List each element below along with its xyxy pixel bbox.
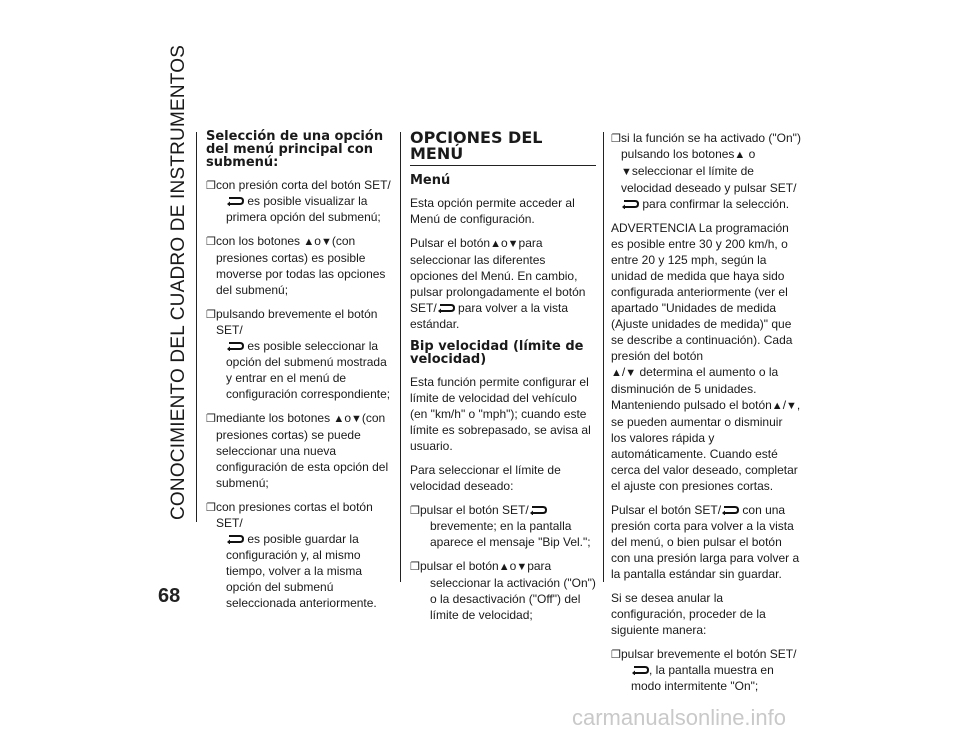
paragraph: Pulsar el botón▲o▼para seleccionar las diferentes opciones del Menú. En cambio, pulsar prolongadamente el botón SET/ para volver a la vista estándar. <box>410 236 586 331</box>
up-arrow-icon: ▲ <box>303 236 315 248</box>
down-arrow-icon: ▼ <box>786 400 797 412</box>
return-arrow-icon <box>721 505 739 515</box>
watermark: carmanualsonline.info <box>572 705 787 730</box>
page-number: 68 <box>158 585 181 607</box>
list-item: ❐ pulsar el botón SET/ brevemente; en la pantalla aparece el mensaje "Bip Vel."; <box>410 503 591 549</box>
up-arrow-icon: ▲ <box>498 561 510 573</box>
column-3 <box>611 130 801 702</box>
return-arrow-icon <box>226 534 244 544</box>
down-arrow-icon: ▼ <box>621 166 632 178</box>
up-arrow-icon: ▲ <box>771 400 783 412</box>
list-item: ❐ pulsar brevemente el botón SET/ , la pantalla muestra en modo intermitente "On"; <box>611 647 797 693</box>
column-1 <box>206 130 392 619</box>
up-arrow-icon: ▲ <box>734 149 746 161</box>
list-item: ❐ si la función se ha activado ("On") pulsando los botones▲ o ▼seleccionar el límite de velocidad deseado y pulsar SET/ para confirmar la selección. <box>611 131 801 211</box>
list-item: ❐ con presión corta del botón SET/ es posible visualizar la primera opción del submenú; <box>206 178 391 224</box>
list-item: ❐ con presiones cortas el botón SET/ es posible guardar la configuración y, al mismo tiempo, volver a la misma opción del submenú seleccionada anteriormente. <box>206 500 377 610</box>
up-arrow-icon: ▲ <box>490 238 501 250</box>
paragraph: Esta función permite configurar el límite de velocidad del vehículo (en "km/h" o "mph"); cuando este límite es sobrepasado, se avisa al usuario. <box>410 375 591 453</box>
paragraph: Si se desea anular la configuración, proceder de la siguiente manera: <box>611 591 766 637</box>
section-heading-submenu: Selección de una opción del menú principal con submenú: <box>206 129 384 170</box>
subheading-menu: Menú <box>410 173 451 188</box>
return-arrow-icon <box>226 341 244 351</box>
checkbox-bullet-icon: ❐ <box>206 502 216 514</box>
checkbox-bullet-icon: ❐ <box>611 133 621 145</box>
return-arrow-icon <box>621 199 639 209</box>
paragraph: Pulsar el botón SET/ con una presión corta para volver a la vista del menú, o bien pulsar el botón con una presión larga para volver a la pantalla estándar sin guardar. <box>611 503 800 581</box>
down-arrow-icon: ▼ <box>351 413 362 425</box>
down-arrow-icon: ▼ <box>625 367 637 379</box>
down-arrow-icon: ▼ <box>516 561 528 573</box>
chapter-title: CONOCIMIENTO DEL CUADRO DE INSTRUMENTOS <box>168 44 189 520</box>
paragraph: Esta opción permite acceder al Menú de configuración. <box>410 196 575 226</box>
checkbox-bullet-icon: ❐ <box>611 649 621 661</box>
list-item: ❐ pulsando brevemente el botón SET/ es posible seleccionar la opción del submenú mostrada y entrar en el menú de configuración correspondiente; <box>206 307 391 401</box>
return-arrow-icon <box>226 196 244 206</box>
down-arrow-icon: ▼ <box>320 236 332 248</box>
column-2 <box>410 130 596 631</box>
section-heading-options: OPCIONES DEL MENÚ <box>410 130 596 166</box>
column-divider-2 <box>603 132 604 582</box>
checkbox-bullet-icon: ❐ <box>206 413 216 425</box>
return-arrow-icon <box>529 505 547 515</box>
checkbox-bullet-icon: ❐ <box>410 505 420 517</box>
paragraph: Para seleccionar el límite de velocidad deseado: <box>410 463 561 493</box>
checkbox-bullet-icon: ❐ <box>410 561 420 573</box>
list-item: ❐ con los botones ▲o▼(con presiones cortas) es posible moverse por todas las opciones del submenú; <box>206 234 386 297</box>
list-item: ❐ mediante los botones ▲o▼(con presiones cortas) se puede seleccionar una nueva configuración de esta opción del submenú; <box>206 411 389 490</box>
return-arrow-icon <box>631 665 649 675</box>
up-arrow-icon: ▲ <box>333 413 345 425</box>
chapter-divider <box>196 132 197 522</box>
down-arrow-icon: ▼ <box>507 238 519 250</box>
subheading-speed-beep: Bip velocidad (límite de velocidad) <box>410 339 584 367</box>
column-divider-1 <box>400 132 401 582</box>
checkbox-bullet-icon: ❐ <box>206 236 216 248</box>
list-item: ❐ pulsar el botón▲o▼para seleccionar la activación ("On") o la desactivación ("Off") del límite de velocidad; <box>410 559 596 622</box>
up-arrow-icon: ▲ <box>611 367 622 379</box>
warning-paragraph: ADVERTENCIA La programación es posible entre 30 y 200 km/h, o entre 20 y 125 mph, según la unidad de medida que haya sido configurada anteriormente (ver el apartado "Unidades de medida (Ajuste unidades de medida)" que se describe a continuación). Cada presión del botón ▲/▼ determina el aumento o la disminución de 5 unidades. Manteniendo pulsado el botón▲/▼, se pueden aumentar o disminuir los valores rápida y automáticamente. Cuando esté cerca del valor deseado, completar el ajuste con presiones cortas. <box>611 221 801 493</box>
checkbox-bullet-icon: ❐ <box>206 309 216 321</box>
return-arrow-icon <box>437 303 455 313</box>
checkbox-bullet-icon: ❐ <box>206 180 216 192</box>
